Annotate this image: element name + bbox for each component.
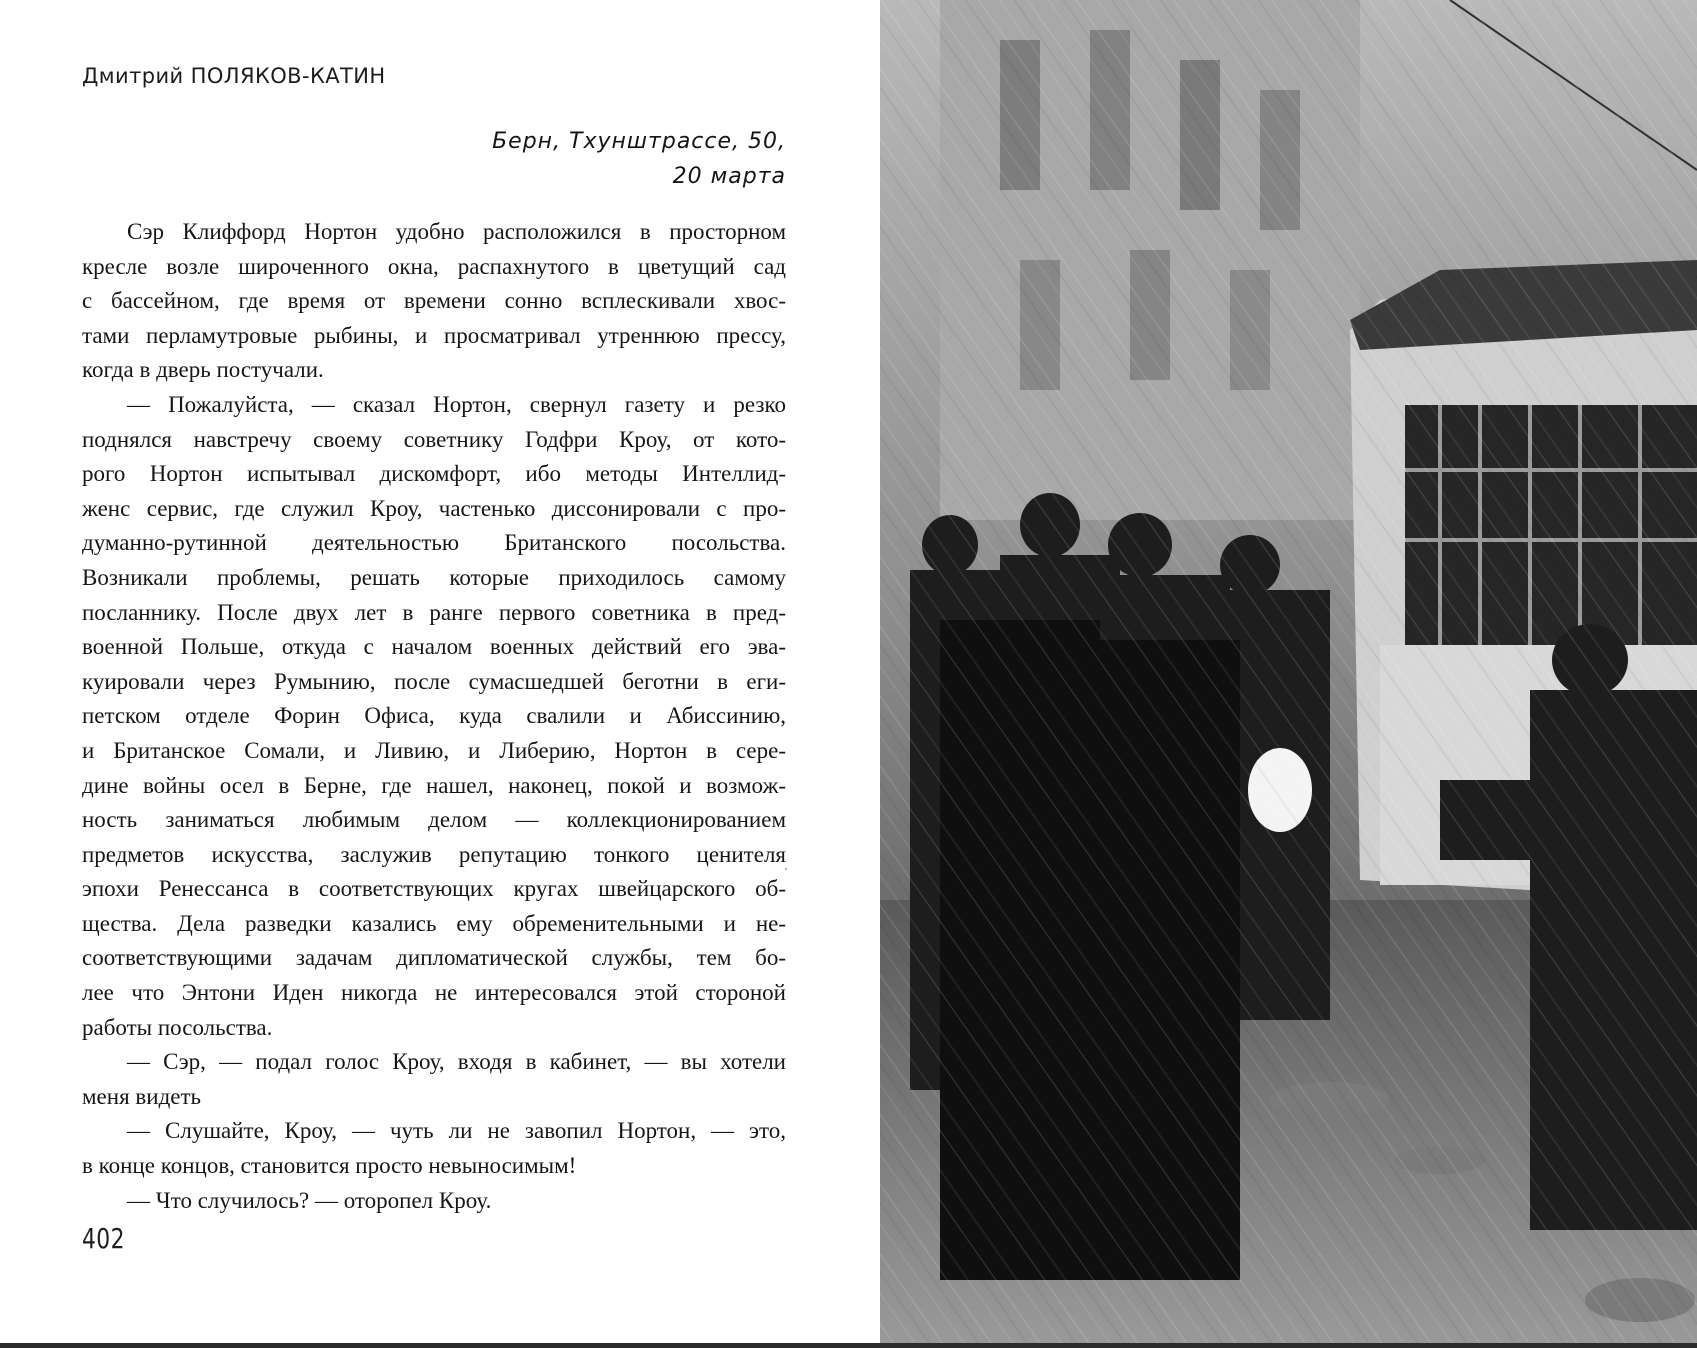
text-line: соответствующими задачам дипломатической службы, тем бо-: [82, 945, 786, 971]
text-line: дине войны осел в Берне, где нашел, наконец, покой и возмож-: [82, 772, 786, 798]
author-first-name: Дмитрий: [82, 64, 184, 88]
text-line: — Пожалуйста, — сказал Нортон, свернул газету и резко: [127, 391, 786, 417]
text-line: эпохи Ренессанса в соответствующих кругах швейцарского об-: [82, 876, 786, 902]
author-last-name: ПОЛЯКОВ-КАТИН: [190, 64, 386, 88]
text-line: Возникали проблемы, решать которые приходилось самому: [82, 564, 786, 590]
text-line: — Что случилось? — оторопел Кроу.: [127, 1187, 492, 1213]
text-line: меня видеть: [82, 1083, 202, 1109]
text-line: куировали через Румынию, после сумасшедшей беготни в еги-: [82, 668, 786, 694]
text-line: когда в дверь постучали.: [82, 357, 324, 383]
text-line: с бассейном, где время от времени сонно всплескивали хвос-: [82, 288, 786, 314]
archival-photo-tram-crowd: [880, 0, 1697, 1348]
text-line: и Британское Сомали, и Ливию, и Либерию, Нортон в сере-: [82, 737, 786, 763]
text-line: женс сервис, где служил Кроу, частенько диссонировали с про-: [82, 495, 786, 521]
dateline-date: 20 марта: [672, 164, 786, 189]
page-number: 402: [82, 1222, 125, 1255]
text-line: — Сэр, — подал голос Кроу, входя в кабинет, — вы хотели: [127, 1049, 786, 1075]
dateline: [366, 124, 786, 194]
text-line: петском отделе Форин Офиса, куда свалили и Абиссинию,: [82, 703, 786, 729]
text-line: посланнику. После двух лет в ранге первого советника в пред-: [82, 599, 786, 625]
text-line: военной Польше, откуда с началом военных действий его эва-: [82, 634, 786, 660]
text-line: щества. Дела разведки казались ему обременительными и не-: [82, 910, 786, 936]
ink-speck: [785, 868, 787, 870]
text-line: рого Нортон испытывал дискомфорт, ибо методы Интеллид-: [82, 461, 786, 487]
running-head-author: [82, 64, 386, 88]
body-text: [82, 215, 786, 1218]
text-line: — Слушайте, Кроу, — чуть ли не завопил Нортон, — это,: [127, 1118, 786, 1144]
text-line: лее что Энтони Иден никогда не интересовался этой стороной: [82, 980, 786, 1006]
bottom-edge: [0, 1343, 1697, 1348]
text-line: предметов искусства, заслужив репутацию тонкого ценителя: [82, 841, 786, 867]
dateline-place: Берн, Тхунштрассе, 50,: [492, 129, 786, 154]
text-line: работы посольства.: [82, 1014, 273, 1040]
text-line: думанно-рутинной деятельностью Британского посольства.: [82, 530, 786, 556]
text-line: поднялся навстречу своему советнику Годфри Кроу, от кото-: [82, 426, 786, 452]
text-line: тами перламутровые рыбины, и просматривал утреннюю прессу,: [82, 322, 786, 348]
text-line: ность заниматься любимым делом — коллекционированием: [82, 807, 786, 833]
text-line: кресле возле широченного окна, распахнутого в цветущий сад: [82, 253, 786, 279]
text-line: в конце концов, становится просто невыносимым!: [82, 1153, 577, 1179]
text-line: Сэр Клиффорд Нортон удобно расположился в просторном: [127, 219, 786, 244]
